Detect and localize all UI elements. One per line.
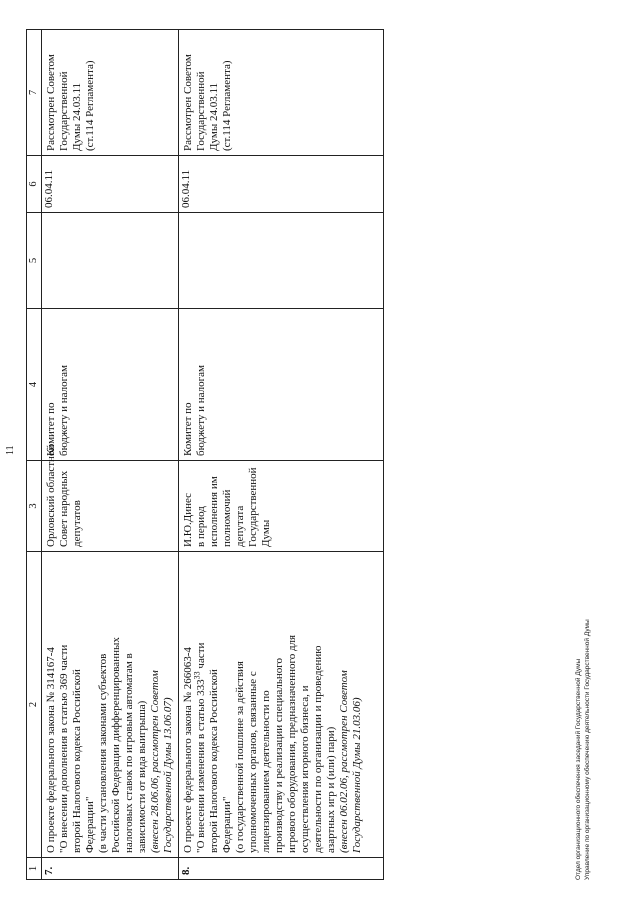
status-cell — [179, 30, 384, 156]
status-line: Рассмотрен Советом — [45, 54, 57, 151]
bill-description — [179, 552, 384, 858]
initiator-line: И.Ю.Динес — [182, 492, 194, 547]
bill-title-line: Российской Федерации дифференцированных — [110, 637, 122, 853]
document-page — [5, 30, 598, 880]
table-row — [42, 30, 179, 880]
column-5-cell — [42, 213, 179, 309]
initiator-line: Орловский областной — [45, 444, 57, 547]
committee-line: Комитет по — [182, 402, 194, 456]
status-line: Государственной — [195, 71, 207, 151]
initiator — [179, 461, 384, 552]
status-line: Думы 24.03.11 — [208, 82, 220, 151]
bill-title-line: Федерации" — [221, 796, 233, 853]
bill-submission-note: (внесен 06.02.06, рассмотрен Советом — [338, 670, 350, 853]
bill-title-line: (в части установления законами субъектов — [97, 653, 109, 853]
bill-submission-note: Государственной Думы 13.06.07) — [162, 697, 174, 853]
date-cell: 06.04.11 — [179, 156, 384, 213]
bill-title-text: "О внесении изменения в статью 333 — [195, 679, 207, 853]
bill-title-line: (о государственной пошлине за действия — [234, 661, 246, 853]
bill-title-line: О проекте федерального закона № 266063-4 — [182, 647, 194, 853]
column-5-cell — [179, 213, 384, 309]
document-footer — [574, 619, 592, 880]
initiator-line: полномочий — [221, 489, 233, 547]
bill-title-line: осуществления игорного бизнеса, и — [299, 685, 311, 853]
initiator-line: Государственной — [247, 467, 259, 547]
bill-title-line — [192, 556, 208, 853]
bill-submission-note: Государственной Думы 21.03.06) — [351, 697, 363, 853]
status-cell — [42, 30, 179, 156]
bill-title-text: части — [195, 642, 207, 672]
bill-title-line: Федерации" — [84, 796, 96, 853]
header-col-1: 1 — [27, 858, 42, 880]
initiator-line: депутатов — [71, 500, 83, 547]
bill-title-line: второй Налогового кодекса Российской — [208, 669, 220, 853]
bill-title-line: деятельности по организации и проведению — [312, 645, 324, 853]
header-col-6: 6 — [27, 156, 42, 213]
header-col-2: 2 — [27, 552, 42, 858]
bill-submission-note: (внесен 28.06.06, рассмотрен Советом — [149, 670, 161, 853]
bill-title-line: О проекте федерального закона № 314167-4 — [45, 647, 57, 853]
bill-title-line: игрового оборудования, предназначенного для — [286, 634, 298, 853]
committee-line: Комитет по — [45, 402, 57, 456]
bill-title-line: "О внесении дополнения в статью 369 части — [58, 644, 70, 853]
footer-line: Управление по организационному обеспечению деятельности Государственной Думы — [584, 619, 591, 880]
header-col-7: 7 — [27, 30, 42, 156]
footer-line: Отдел организационного обеспечения заседаний Государственной Думы — [575, 658, 582, 880]
status-line: Государственной — [58, 71, 70, 151]
header-col-5: 5 — [27, 213, 42, 309]
initiator-line: в период — [195, 506, 207, 547]
initiator-line: Совет народных — [58, 470, 70, 547]
bill-title-line: зависимости от вида выигрыша) — [136, 700, 148, 853]
initiator-line: исполнения им — [208, 476, 220, 547]
row-number: 8. — [179, 858, 384, 880]
header-col-3: 3 — [27, 461, 42, 552]
date-cell: 06.04.11 — [42, 156, 179, 213]
initiator — [42, 444, 179, 552]
initiator-line: Думы — [260, 519, 272, 547]
row-number: 7. — [42, 858, 179, 880]
status-line: Рассмотрен Советом — [182, 54, 194, 151]
committee — [42, 309, 179, 461]
bill-title-line: азартных игр и (или) пари) — [325, 726, 337, 853]
committee-line: бюджету и налогам — [58, 365, 70, 456]
table-row — [179, 30, 384, 880]
bill-title-line: лицензированием деятельности по — [260, 690, 272, 853]
article-superscript: 33 — [192, 671, 202, 680]
bill-title-line: налоговых ставок по игровым автоматам в — [123, 653, 135, 853]
table-header-row — [27, 30, 42, 880]
status-line: (ст.114 Регламента) — [221, 60, 233, 151]
page-number: 11 — [5, 445, 16, 455]
bill-title-line: производству и реализации специального — [273, 658, 285, 853]
header-col-4: 4 — [27, 309, 42, 461]
bill-description — [42, 552, 179, 858]
committee-line: бюджету и налогам — [195, 365, 207, 456]
committee — [179, 309, 384, 461]
status-line: (ст.114 Регламента) — [84, 60, 96, 151]
bills-table — [26, 29, 384, 880]
initiator-line: депутата — [234, 505, 246, 547]
bill-title-line: уполномоченных органов, связанные с — [247, 671, 259, 853]
status-line: Думы 24.03.11 — [71, 82, 83, 151]
bill-title-line: второй Налогового кодекса Российской — [71, 669, 83, 853]
